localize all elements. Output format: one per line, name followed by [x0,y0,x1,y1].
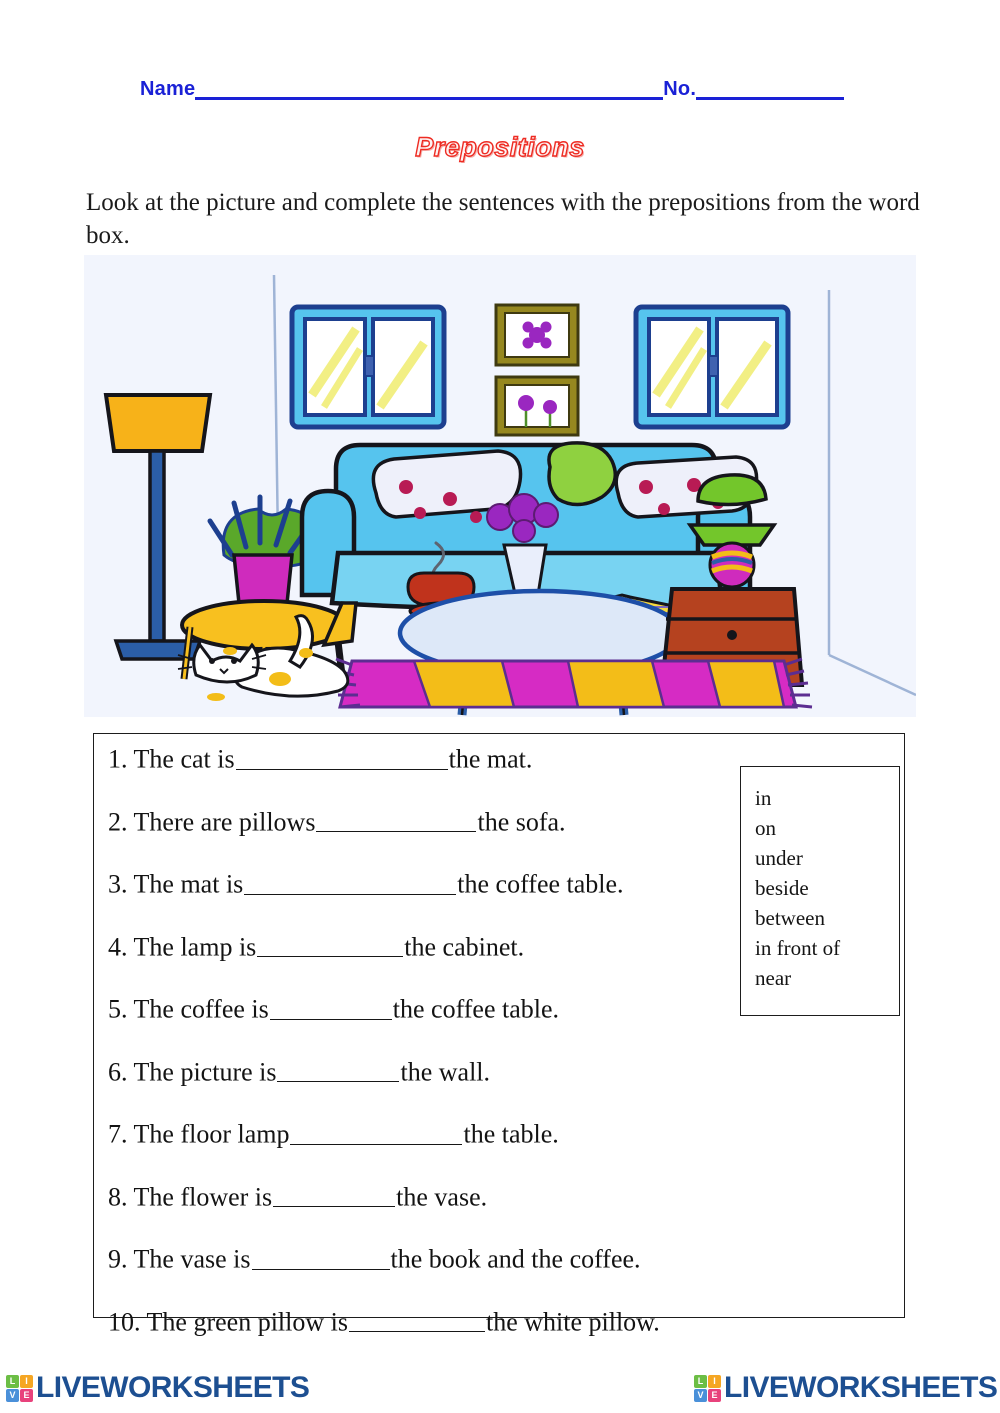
question-text-before: The cat is [133,744,235,774]
wall-picture-top-shape [496,305,578,365]
logo-tile-i: I [708,1375,721,1388]
page-title: Prepositions [415,132,585,162]
question-text-after: the coffee table. [392,994,560,1024]
question-text-before: The mat is [133,869,244,899]
illustration-svg [84,255,916,717]
word-bank-item[interactable]: in front of [755,936,841,961]
question-item [108,867,808,898]
answer-blank[interactable] [244,867,456,895]
liveworksheets-logo-left[interactable] [6,1373,309,1403]
question-number: 5. [108,994,128,1024]
question-text-before: The flower is [133,1182,273,1212]
question-item [108,1055,808,1086]
question-text-after: the mat. [448,744,533,774]
question-text-before: The lamp is [133,932,257,962]
question-text-before: The picture is [133,1057,277,1087]
question-text-before: The floor lamp [133,1119,290,1149]
liveworksheets-mark-icon [6,1375,33,1402]
word-bank-item[interactable]: near [755,966,792,991]
logo-tile-i: I [20,1375,33,1388]
answer-blank[interactable] [290,1117,462,1145]
question-text-after: the book and the coffee. [390,1244,641,1274]
answer-blank[interactable] [277,1055,399,1083]
liveworksheets-mark-icon [694,1375,721,1402]
question-item [108,930,808,961]
question-item [108,742,808,773]
question-number: 1. [108,744,128,774]
question-text-before: The vase is [133,1244,251,1274]
number-blank-line[interactable] [696,82,844,100]
question-text-after: the coffee table. [457,869,624,899]
liveworksheets-logo-right[interactable] [694,1373,997,1403]
word-bank-item[interactable]: on [755,816,776,841]
word-bank-item[interactable]: beside [755,876,809,901]
word-bank-item[interactable]: under [755,846,803,871]
logo-tile-l: L [6,1375,19,1388]
question-number: 2. [108,807,128,837]
liveworksheets-wordmark: LIVEWORKSHEETS [724,1371,998,1404]
question-text-before: The green pillow is [146,1307,348,1337]
name-blank-line[interactable] [195,82,663,100]
questions-list [108,742,808,1335]
answer-blank[interactable] [273,1180,395,1208]
question-item [108,1242,808,1273]
question-text-after: the white pillow. [485,1307,660,1337]
question-number: 6. [108,1057,128,1087]
instructions-text: Look at the picture and complete the sentences with the prepositions from the word box. [86,189,920,249]
answer-blank[interactable] [252,1242,390,1270]
question-text-before: The coffee is [133,994,269,1024]
window-right-shape [636,307,788,427]
logo-tile-e: E [708,1389,721,1402]
logo-tile-e: E [20,1389,33,1402]
question-number: 3. [108,869,128,899]
logo-tile-v: V [6,1389,19,1402]
word-bank-item[interactable]: in [755,786,772,810]
name-label: Name [140,78,196,100]
question-text-after: the table. [463,1119,559,1149]
question-text-after: the wall. [400,1057,491,1087]
word-bank-item[interactable]: between [755,906,825,931]
question-number: 9. [108,1244,128,1274]
question-text-after: the vase. [396,1182,488,1212]
question-item [108,992,808,1023]
logo-tile-l: L [694,1375,707,1388]
word-bank-box [740,766,900,1016]
answer-blank[interactable] [270,992,392,1020]
question-number: 10. [108,1307,141,1337]
liveworksheets-wordmark: LIVEWORKSHEETS [36,1371,310,1404]
answer-blank[interactable] [236,742,448,770]
question-item [108,1117,808,1148]
number-label: No. [663,78,697,100]
question-number: 8. [108,1182,128,1212]
question-item [108,805,808,836]
logo-tile-v: V [694,1389,707,1402]
rug-shape [336,659,812,707]
question-text-after: the cabinet. [404,932,525,962]
wall-picture-bottom-shape [496,377,578,435]
name-number-row [140,78,888,101]
living-room-illustration [84,255,916,717]
answer-blank[interactable] [257,930,403,958]
answer-blank[interactable] [316,805,476,833]
question-item [108,1180,808,1211]
question-text-after: the sofa. [477,807,566,837]
question-number: 7. [108,1119,128,1149]
answer-blank[interactable] [349,1305,485,1333]
window-left-shape [292,307,444,427]
question-number: 4. [108,932,128,962]
question-text-before: There are pillows [133,807,316,837]
question-item [108,1305,808,1336]
